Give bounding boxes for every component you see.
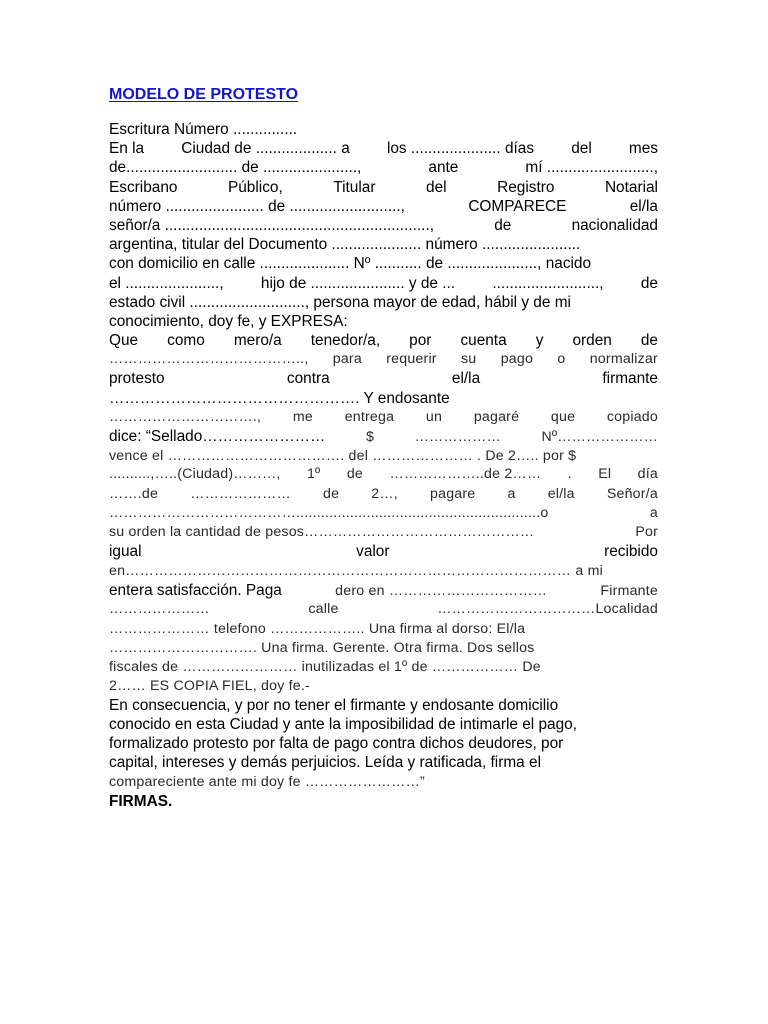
- text-segment: los ..................... días: [386, 140, 535, 158]
- text-segment: ………………..de 2……: [389, 466, 542, 483]
- text-line: [109, 389, 658, 408]
- text-segment: firmante: [602, 370, 658, 388]
- text-segment: copiado: [606, 408, 658, 425]
- text-segment: mí .........................,: [525, 159, 658, 177]
- text-segment: número ....................... de ..........................,: [109, 197, 405, 215]
- text-segment: me: [292, 408, 313, 425]
- text-line: [109, 408, 658, 427]
- text-segment: requerir: [386, 351, 437, 368]
- text-line: [109, 465, 658, 484]
- text-segment: pagaré: [473, 408, 520, 425]
- text-segment: Señor/a: [606, 485, 658, 502]
- text-segment: de: [640, 274, 658, 292]
- text-segment: ante: [428, 159, 459, 177]
- text-segment: …….de: [109, 485, 159, 502]
- text-line: [109, 120, 658, 139]
- text-segment: COMPARECE: [468, 197, 567, 215]
- text-line: [109, 331, 658, 350]
- text-segment: ..........,…..(Ciudad)………,: [109, 466, 281, 483]
- text-segment: el/la: [629, 197, 658, 215]
- text-line: [109, 772, 658, 791]
- text-line: [109, 197, 658, 216]
- text-segment: o: [557, 351, 566, 368]
- text-segment: ………………… telefono ……………….. Una firma al dorso: El/la: [109, 620, 526, 637]
- text-segment: …………………………………...........................................................o: [109, 504, 549, 521]
- text-line: [109, 600, 658, 619]
- text-line: [109, 792, 658, 811]
- text-line: [109, 619, 658, 638]
- text-segment: orden: [572, 332, 612, 350]
- text-segment: Por: [635, 523, 658, 540]
- text-segment: valor: [356, 543, 390, 561]
- text-segment: 2…… ES COPIA FIEL, doy fe.-: [109, 678, 310, 695]
- text-segment: de: [323, 485, 340, 502]
- text-segment: entera satisfacción. Paga: [109, 581, 282, 599]
- text-segment: igual: [109, 543, 142, 561]
- text-line: [109, 523, 658, 542]
- text-segment: pago: [500, 351, 534, 368]
- document-page: [109, 84, 658, 811]
- text-segment: Nº…………………: [541, 429, 658, 445]
- text-line: [109, 139, 658, 158]
- text-segment: 2…,: [371, 485, 398, 502]
- text-segment: .........................,: [492, 274, 604, 292]
- document-title: MODELO DE PROTESTO: [109, 86, 299, 103]
- text-line: [109, 369, 658, 388]
- text-segment: del: [571, 140, 592, 158]
- text-segment: protesto: [109, 370, 165, 388]
- text-segment: …………………: [109, 600, 210, 617]
- text-segment: pagare: [430, 485, 476, 502]
- text-segment: nacionalidad: [571, 216, 658, 234]
- text-line: [109, 715, 658, 734]
- text-segment: Escritura Número ...............: [109, 121, 298, 138]
- text-segment: señor/a ..............................................................,: [109, 216, 434, 234]
- document-body: [109, 120, 658, 811]
- text-line: [109, 504, 658, 523]
- text-segment: el ......................,: [109, 274, 224, 292]
- text-segment: ……………………………Localidad: [437, 600, 658, 617]
- text-line: [109, 657, 658, 676]
- text-segment: .: [567, 466, 572, 483]
- text-segment: a: [649, 504, 658, 521]
- text-segment: conocido en esta Ciudad y ante la imposibilidad de intimarle el pago,: [109, 715, 577, 733]
- text-segment: 1º: [306, 466, 321, 483]
- text-segment: mero/a: [233, 332, 282, 350]
- text-segment: a: [507, 485, 516, 502]
- text-segment: el/la: [451, 370, 481, 388]
- text-segment: …………………………………………. Y endosante: [109, 389, 450, 407]
- text-segment: Que: [109, 332, 139, 350]
- text-segment: …………………………. Una firma. Gerente. Otra firma. Dos sellos: [109, 640, 535, 657]
- text-line: [109, 274, 658, 293]
- text-segment: En la: [109, 140, 145, 158]
- text-line: [109, 581, 658, 600]
- text-segment: fiscales de …………………… inutilizadas el 1º de ……………… De: [109, 659, 541, 676]
- text-segment: Ciudad de ................... a: [181, 140, 350, 158]
- text-segment: …………………………………..,: [109, 351, 309, 368]
- text-segment: normalizar: [589, 351, 658, 368]
- text-segment: en………………………………………………………………………………… a mi: [109, 563, 603, 580]
- text-segment: estado civil ..........................., persona mayor de edad, hábil y de mi: [109, 293, 571, 311]
- text-segment: entrega: [344, 408, 395, 425]
- text-line: [109, 638, 658, 657]
- text-line: [109, 485, 658, 504]
- text-segment: El: [598, 466, 612, 483]
- text-segment: por: [409, 332, 432, 350]
- text-line: [109, 427, 658, 446]
- text-line: [109, 350, 658, 369]
- text-segment: del: [426, 178, 447, 196]
- text-segment: su orden la cantidad de pesos…………………………………………: [109, 523, 535, 540]
- text-segment: de: [494, 216, 512, 234]
- text-segment: conocimiento, doy fe, y EXPRESA:: [109, 312, 348, 330]
- text-line: [109, 216, 658, 235]
- text-segment: FIRMAS.: [109, 792, 173, 810]
- text-line: [109, 734, 658, 753]
- text-line: [109, 561, 658, 580]
- text-segment: de.......................... de ......................,: [109, 159, 362, 177]
- text-line: [109, 254, 658, 273]
- text-segment: compareciente ante mi doy fe ……………………”: [109, 774, 425, 791]
- text-segment: Titular: [333, 178, 376, 196]
- text-line: [109, 446, 658, 465]
- text-segment: calle: [308, 600, 339, 617]
- text-segment: su: [461, 351, 477, 368]
- text-line: [109, 178, 658, 197]
- text-segment: de: [640, 332, 658, 350]
- text-segment: vence el ………………………………. del ………………… . De 2….. por $: [109, 448, 577, 465]
- text-segment: día: [637, 466, 658, 483]
- text-segment: En consecuencia, y por no tener el firmante y endosante domicilio: [109, 696, 559, 714]
- text-segment: cuenta: [460, 332, 507, 350]
- text-line: [109, 753, 658, 772]
- text-segment: y: [535, 332, 544, 350]
- text-line: [109, 542, 658, 561]
- text-segment: Escribano: [109, 178, 178, 196]
- text-segment: para: [332, 351, 362, 368]
- text-segment: Registro: [497, 178, 555, 196]
- text-segment: Notarial: [604, 178, 658, 196]
- text-segment: el/la: [547, 485, 575, 502]
- text-segment: …………………: [190, 485, 291, 502]
- text-segment: que: [550, 408, 576, 425]
- text-line: [109, 676, 658, 695]
- text-segment: argentina, titular del Documento ..................... número .......................: [109, 236, 581, 254]
- text-segment: hijo de ...................... y de ...: [260, 274, 456, 292]
- text-segment: capital, intereses y demás perjuicios. Leída y ratificada, firma el: [109, 754, 541, 772]
- text-line: [109, 696, 658, 715]
- text-segment: ………………………….,: [109, 408, 262, 425]
- text-segment: con domicilio en calle ..................... Nº ........... de ....................., nacido: [109, 255, 592, 273]
- text-segment: como: [167, 332, 205, 350]
- text-segment: mes: [628, 140, 658, 158]
- text-segment: tenedor/a,: [310, 332, 381, 350]
- text-segment: contra: [286, 370, 330, 388]
- text-segment: Público,: [227, 178, 283, 196]
- text-segment: formalizado protesto por falta de pago contra dichos deudores, por: [109, 735, 564, 752]
- text-segment: de: [346, 466, 364, 483]
- text-line: [109, 293, 658, 312]
- text-segment: Firmante: [600, 582, 658, 599]
- text-segment: dero en ……………………………: [335, 582, 548, 599]
- text-segment: dice: “Sellado……………………: [109, 428, 326, 445]
- text-segment: $: [365, 429, 375, 445]
- text-line: [109, 158, 658, 177]
- text-segment: un: [425, 408, 443, 425]
- text-line: [109, 312, 658, 331]
- text-segment: recibido: [604, 543, 658, 561]
- text-line: [109, 235, 658, 254]
- text-segment: ………………: [414, 429, 501, 445]
